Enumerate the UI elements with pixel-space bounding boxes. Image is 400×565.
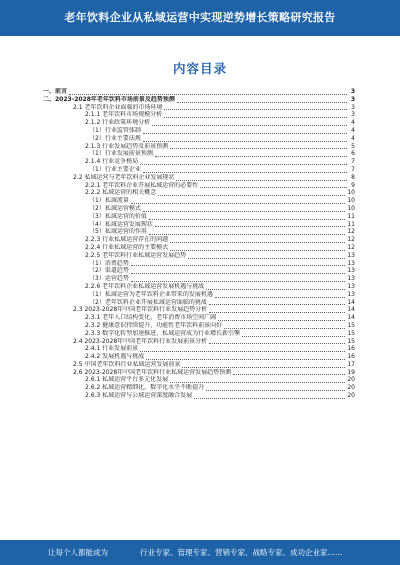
toc-leader-dots — [215, 292, 346, 298]
toc-leader-dots — [170, 143, 347, 149]
toc-entry-label: 2.1 老年饮料企业面临的市场环境 — [73, 103, 163, 111]
toc-leader-dots — [233, 369, 345, 375]
toc-leader-dots — [69, 89, 347, 95]
toc-entry[interactable] — [43, 299, 355, 307]
toc-entry[interactable] — [43, 330, 355, 338]
toc-entry-page: 15 — [347, 321, 355, 329]
toc-leader-dots — [170, 245, 345, 251]
toc-leader-dots — [188, 253, 345, 259]
toc-entry-label: 2.4.2 发展机遇与挑战 — [85, 353, 145, 361]
toc-leader-dots — [131, 268, 346, 274]
toc-leader-dots — [131, 260, 346, 266]
toc-entry[interactable] — [43, 104, 355, 112]
toc-entry[interactable] — [43, 189, 355, 197]
toc-leader-dots — [146, 354, 345, 360]
toc-entry[interactable] — [43, 228, 355, 236]
toc-entry-page: 4 — [351, 134, 355, 142]
toc-leader-dots — [131, 198, 346, 204]
toc-entry-label: 2.2.5 老年饮料行业私域运营发展趋势 — [85, 251, 187, 259]
toc-entry-label: （3）运营趋势 — [89, 275, 129, 283]
toc-leader-dots — [143, 167, 347, 173]
toc-leader-dots — [140, 159, 347, 165]
toc-entry-page: 20 — [347, 384, 355, 392]
toc-leader-dots — [194, 393, 345, 399]
toc-entry-label: 2.3.3 数字化转型加速推进，私域运营成为行业增长新引擎 — [85, 329, 241, 337]
toc-entry-label: （1）行业监管体制 — [89, 126, 141, 134]
toc-entry[interactable] — [43, 244, 355, 252]
toc-entry[interactable] — [43, 291, 355, 299]
toc-entry[interactable] — [43, 236, 355, 244]
report-title: 老年饮料企业从私域运营中实现逆势增长策略研究报告 — [64, 11, 336, 24]
toc-entry[interactable] — [43, 158, 355, 166]
toc-entry-label: （1）私域运营为老年饮料企业带来的发展机遇 — [89, 290, 213, 298]
toc-entry[interactable] — [43, 150, 355, 158]
toc-entry-label: 2.4 2023-2028年中国老年饮料行业发展前景分析 — [73, 337, 208, 345]
toc-entry[interactable] — [43, 345, 355, 353]
toc-entry[interactable] — [43, 252, 355, 260]
toc-entry-page: 11 — [347, 220, 355, 228]
toc-entry-label: 2.6.2 私域运营精细化，数字化水平不断提升 — [85, 384, 205, 392]
toc-entry-label: （4）私域运营发展现状 — [89, 220, 153, 228]
toc-entry-label: 2.5 中国老年饮料行业私域运营发展前景 — [73, 360, 181, 368]
toc-entry-label: （1）私域流量 — [89, 197, 129, 205]
toc-entry[interactable] — [43, 135, 355, 143]
toc-leader-dots — [149, 214, 346, 220]
toc-leader-dots — [131, 276, 346, 282]
toc-entry[interactable] — [43, 353, 355, 361]
toc-entry-label: （2）渠道趋势 — [89, 267, 129, 275]
toc-entry[interactable] — [43, 88, 355, 96]
toc-entry-label: 2.3 2023-2028年中国老年饮料行业发展趋势分析 — [73, 306, 208, 314]
toc-entry-page: 16 — [347, 353, 355, 361]
toc-entry-label: 2.1.2 行业政策环境分析 — [85, 119, 151, 127]
toc-entry-label: 2.3.2 健康意识持续提升，功能性老年饮料前景向好 — [85, 321, 223, 329]
toc-entry[interactable] — [43, 182, 355, 190]
toc-leader-dots — [209, 299, 346, 305]
toc-leader-dots — [149, 229, 346, 235]
toc-leader-dots — [143, 206, 346, 212]
toc-leader-dots — [155, 151, 347, 157]
toc-entry-page: 4 — [351, 126, 355, 134]
toc-entry[interactable] — [43, 322, 355, 330]
toc-entry-label: 2.1.4 行业竞争格局 — [85, 158, 139, 166]
toc-entry-page: 15 — [347, 337, 355, 345]
footer-slogan-left: 让每个人都能成为 — [48, 548, 108, 557]
toc-entry-label: （2）行业主要法规 — [89, 134, 141, 142]
toc-leader-dots — [170, 377, 345, 383]
toc-entry-page: 13 — [347, 290, 355, 298]
toc-entry-label: 2.1.1 老年饮料市场规模分析 — [85, 111, 163, 119]
toc-entry-page: 10 — [347, 189, 355, 197]
toc-entry-label: 一、前言 — [43, 88, 68, 95]
toc-entry-page: 13 — [347, 275, 355, 283]
toc-entry-page: 20 — [347, 392, 355, 400]
toc-leader-dots — [224, 323, 345, 329]
toc-entry-label: （1）行业主要企业 — [89, 165, 141, 173]
toc-leader-dots — [242, 331, 345, 337]
toc-entry-page: 3 — [350, 88, 355, 95]
toc-entry-page: 13 — [347, 282, 355, 290]
toc-entry-page: 8 — [351, 173, 355, 181]
toc-entry[interactable] — [43, 96, 355, 104]
toc-entry-page: 12 — [347, 228, 355, 236]
toc-entry-page: 5 — [351, 142, 355, 150]
toc-entry-label: 二、2023-2028年老年饮料市场前景及趋势预测 — [43, 95, 175, 103]
toc-entry[interactable] — [43, 306, 355, 314]
toc-entry-label: （1）消费趋势 — [89, 259, 129, 267]
toc-entry-page: 9 — [351, 181, 355, 189]
toc-leader-dots — [152, 120, 347, 126]
toc-entry[interactable] — [43, 119, 355, 127]
toc-entry-label: 2.6.3 私域运营与公域运营深度融合发展 — [85, 392, 193, 400]
toc-leader-dots — [200, 182, 347, 188]
toc-entry-page: 10 — [347, 204, 355, 212]
toc-leader-dots — [206, 284, 345, 290]
toc-leader-dots — [170, 237, 345, 243]
toc-entry-label: 2.3.1 老年人口结构变化，老年消费市场空间广阔 — [85, 314, 217, 322]
toc-leader-dots — [177, 97, 347, 103]
toc-entry-page: 7 — [351, 158, 355, 166]
toc-entry-label: （2）老年饮料企业开展私域运营面临的挑战 — [89, 298, 207, 306]
toc-entry[interactable] — [43, 205, 355, 213]
toc-entry[interactable] — [43, 260, 355, 268]
toc-leader-dots — [158, 190, 345, 196]
toc-entry-label: 2.2 私域运营与老年饮料企业发展现状 — [73, 173, 175, 181]
toc-entry-page: 14 — [347, 314, 355, 322]
toc-leader-dots — [155, 221, 346, 227]
toc-entry[interactable] — [43, 369, 355, 377]
toc-leader-dots — [206, 385, 345, 391]
toc-entry-page: 14 — [347, 298, 355, 306]
toc-entry[interactable] — [43, 338, 355, 346]
toc-leader-dots — [218, 315, 345, 321]
toc-leader-dots — [209, 307, 345, 313]
toc-entry-page: 17 — [347, 360, 355, 368]
toc-entry[interactable] — [43, 197, 355, 205]
footer-slogan-right: 行业专家、管理专家、营销专家、战略专家、成功企业家…… — [140, 548, 343, 557]
toc-entry[interactable] — [43, 221, 355, 229]
toc-entry-page: 6 — [351, 150, 355, 158]
toc-entry[interactable] — [43, 314, 355, 322]
toc-entry-label: 2.2.4 行业私域运营的主要模式 — [85, 243, 169, 251]
toc-leader-dots — [182, 362, 345, 368]
toc-entry-label: 2.6 2023-2028年中国老年饮料行业私域运营发展趋势预测 — [73, 368, 232, 376]
toc-leader-dots — [143, 136, 347, 142]
toc-entry[interactable] — [43, 213, 355, 221]
toc-entry-label: （3）私域运营的价值 — [89, 212, 147, 220]
toc-entry-page: 15 — [347, 329, 355, 337]
toc-heading: 内容目录 — [172, 61, 227, 76]
toc-entry[interactable] — [43, 275, 355, 283]
toc-entry-label: 2.2.6 老年饮料企业私域运营发展机遇与挑战 — [85, 282, 205, 290]
toc-entry-label: 2.4.1 行业发展前景 — [85, 345, 139, 353]
toc-entry[interactable] — [43, 376, 355, 384]
toc-entry-page: 14 — [347, 306, 355, 314]
toc-entry-label: 2.6.1 私域运营平台多元化发展 — [85, 376, 169, 384]
toc-entry[interactable] — [43, 174, 355, 182]
toc-entry[interactable] — [43, 392, 355, 400]
toc-entry-label: 2.1.3 行业发展趋势及前景预测 — [85, 142, 169, 150]
toc-leader-dots — [140, 346, 345, 352]
toc-entry-label: （2）私域运营模式 — [89, 204, 141, 212]
toc-entry-page: 3 — [351, 103, 355, 111]
toc-entry[interactable] — [43, 283, 355, 291]
toc-entry-label: 2.2.3 行业私域运营存在的问题 — [85, 236, 169, 244]
toc-entry-page: 19 — [347, 368, 355, 376]
table-of-contents — [43, 88, 355, 400]
toc-entry-page: 11 — [347, 212, 355, 220]
toc-entry[interactable] — [43, 166, 355, 174]
toc-entry-page: 20 — [347, 376, 355, 384]
toc-entry-page: 13 — [347, 259, 355, 267]
toc-entry[interactable] — [43, 361, 355, 369]
toc-entry-page: 10 — [347, 197, 355, 205]
toc-entry-page: 13 — [347, 267, 355, 275]
toc-entry-page: 4 — [351, 119, 355, 127]
toc-entry-page: 12 — [347, 236, 355, 244]
toc-entry-page: 3 — [351, 111, 355, 119]
toc-entry-page: 13 — [347, 251, 355, 259]
toc-entry[interactable] — [43, 143, 355, 151]
toc-entry-page: 16 — [347, 345, 355, 353]
toc-entry[interactable] — [43, 384, 355, 392]
toc-leader-dots — [176, 175, 347, 181]
toc-entry-page: 3 — [350, 95, 355, 103]
toc-leader-dots — [143, 128, 347, 134]
toc-entry-page: 7 — [351, 165, 355, 173]
toc-entry[interactable] — [43, 111, 355, 119]
toc-entry-label: （5）私域运营的作用 — [89, 228, 147, 236]
toc-entry[interactable] — [43, 127, 355, 135]
toc-entry-label: 2.2.2 私域运营的相关概念 — [85, 189, 157, 197]
toc-entry-label: 2.2.1 老年饮料企业开展私域运营的必要性 — [85, 181, 199, 189]
toc-leader-dots — [209, 338, 345, 344]
toc-leader-dots — [164, 104, 347, 110]
toc-entry-page: 12 — [347, 243, 355, 251]
toc-leader-dots — [164, 112, 347, 118]
toc-entry-label: （1）行业发展前景预测 — [89, 150, 153, 158]
toc-entry[interactable] — [43, 267, 355, 275]
